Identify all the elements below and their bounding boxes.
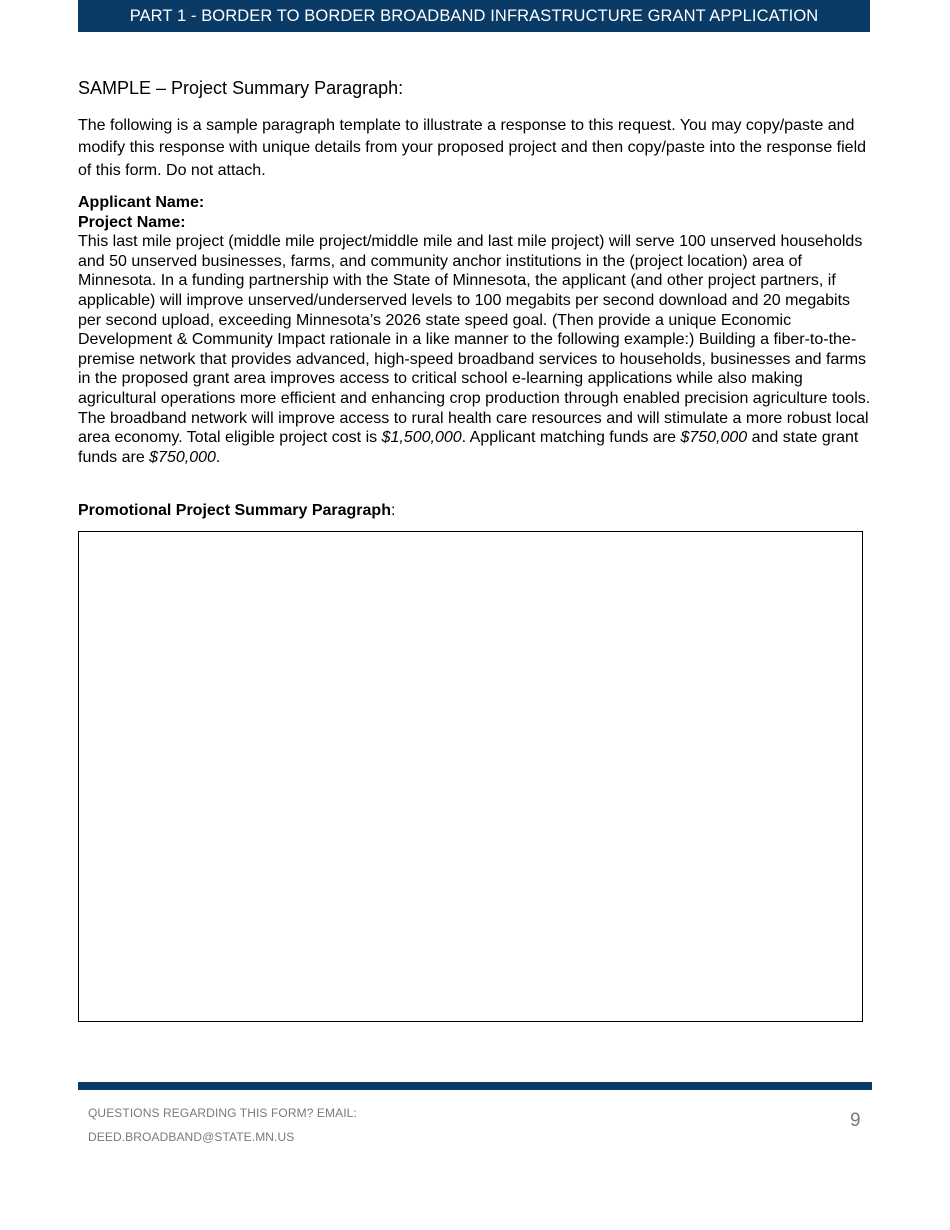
promo-summary-label-text: Promotional Project Summary Paragraph — [78, 502, 391, 519]
section-title: SAMPLE – Project Summary Paragraph: — [78, 78, 404, 98]
footer-contact — [88, 1101, 357, 1149]
state-funds: $750,000 — [149, 448, 216, 466]
promo-summary-label — [78, 502, 395, 520]
sample-paragraph — [78, 232, 875, 467]
sample-text-after-cost: . Applicant matching funds are — [461, 429, 681, 447]
sample-end-punct: . — [215, 448, 221, 466]
sample-paragraph-text: This last mile project (middle mile project/middle mile and last mile project) will serve 100 unserved households and 50 unserved businesses, farms, and community anchor institutions in the (project location) area of Minnesota. In a funding partnership with the State of Minnesota, the applicant (and other project partners, if applicable) will improve unserved/underserved levels to 100 megabits per second download and 20 megabits per second upload, exceeding Minnesota’s 2026 state speed goal. (Then provide a unique Economic Development & Community Impact rationale in a like manner to the following example:) Building a fiber-to-the-premise network that provides advanced, high-speed broadband services to households, businesses and farms in the proposed grant area improves access to critical school e-learning applications while also making agricultural operations more efficient and enhancing crop production through enabled precision agriculture tools. The broadband network will improve access to rural health care resources and will stimulate a more robust local area economy. Total eligible project cost is — [78, 233, 871, 447]
footer-email: DEED.BROADBAND@STATE.MN.US — [88, 1130, 295, 1144]
header-title: PART 1 - BORDER TO BORDER BROADBAND INFRASTRUCTURE GRANT APPLICATION — [129, 6, 819, 25]
intro-paragraph: The following is a sample paragraph template to illustrate a response to this request. You may copy/paste and modify this response with unique details from your proposed project and then copy/paste into the response field of this form. Do not attach. — [78, 117, 867, 179]
applicant-name-label: Applicant Name: — [78, 194, 205, 211]
sample-text-after-matching: and state grant funds are — [78, 429, 859, 466]
page-number: 9 — [850, 1110, 861, 1131]
footer-bar — [78, 1082, 872, 1090]
project-name-label: Project Name: — [78, 213, 186, 231]
promo-summary-response-field[interactable] — [78, 531, 863, 1022]
sample-block — [78, 193, 875, 467]
header-bar — [78, 0, 870, 32]
footer-question-text: QUESTIONS REGARDING THIS FORM? EMAIL: — [88, 1106, 357, 1120]
total-cost: $1,500,000 — [381, 429, 462, 447]
matching-funds: $750,000 — [680, 429, 748, 447]
promo-summary-label-colon: : — [390, 502, 396, 519]
